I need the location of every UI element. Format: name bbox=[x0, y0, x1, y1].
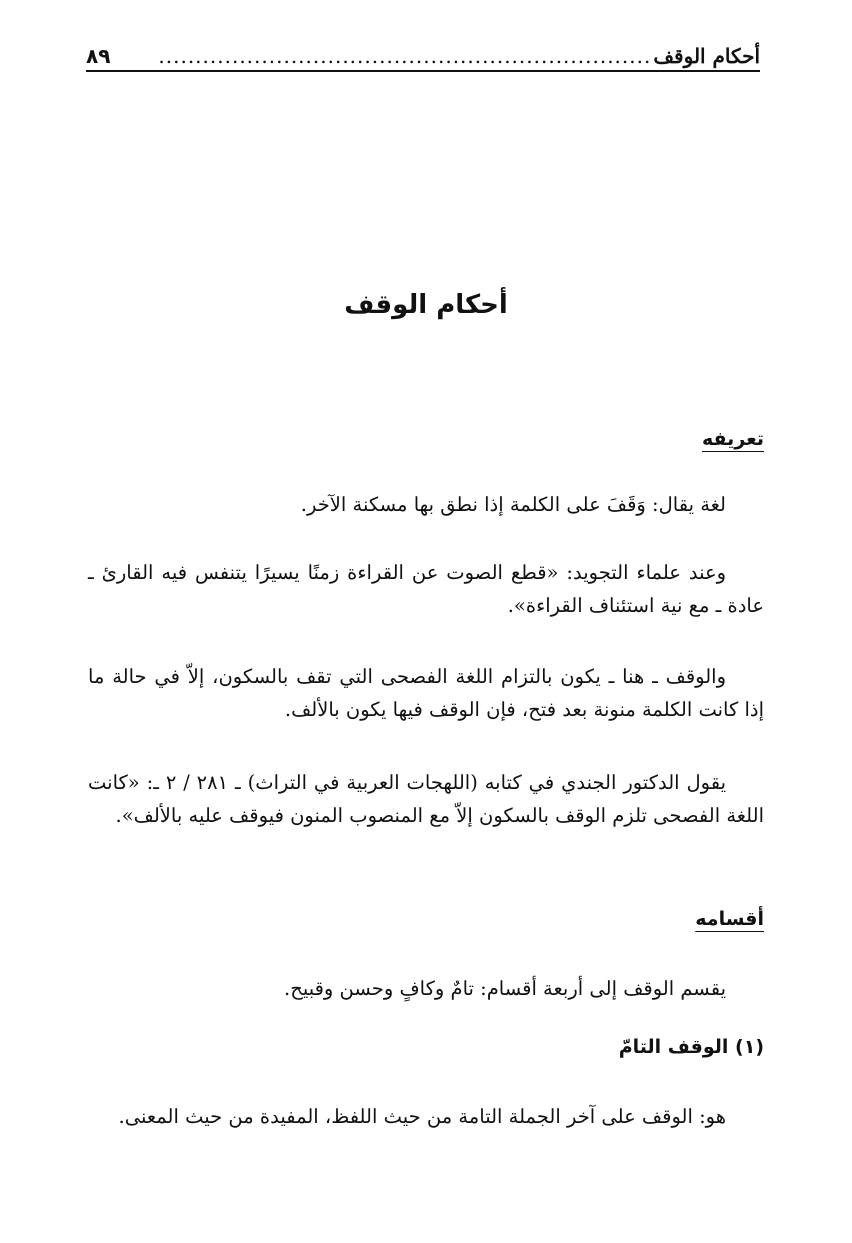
section-heading-definition: تعريفه bbox=[701, 428, 764, 450]
paragraph-complete-stop-definition: هو: الوقف على آخر الجملة التامة من حيث اللفظ، المفيدة من حيث المعنى. bbox=[118, 1105, 726, 1128]
running-header bbox=[86, 38, 760, 72]
item-heading-complete-stop: (١) الوقف التامّ bbox=[618, 1036, 764, 1058]
header-title: أحكام الوقف bbox=[653, 44, 760, 68]
paragraph-tajweed-definition: وعند علماء التجويد: «قطع الصوت عن القراءة زمنًا يسيرًا يتنفس فيه القارئ ـ عادة ـ مع نية استئناف القراءة». bbox=[88, 561, 764, 617]
paragraph-four-divisions: يقسم الوقف إلى أربعة أقسام: تامٌ وكافٍ وحسن وقبيح. bbox=[284, 977, 726, 1000]
paragraph-jundi-quote: يقول الدكتور الجندي في كتابه (اللهجات العربية في التراث) ـ ٢٨١ / ٢ ـ: «كانت اللغة الفصحى تلزم الوقف بالسكون إلاّ مع المنصوب المنون فيوقف عليه بالألف». bbox=[88, 771, 764, 827]
page-number: ٨٩ bbox=[86, 44, 111, 68]
section-heading-divisions: أقسامه bbox=[695, 908, 764, 930]
chapter-title: أحكام الوقف bbox=[344, 290, 508, 320]
paragraph-linguistic-definition: لغة يقال: وَقَفَ على الكلمة إذا نطق بها مسكنة الآخر. bbox=[300, 493, 726, 516]
header-leader-dots: ................................................................... bbox=[158, 44, 652, 68]
paragraph-waqf-rule: والوقف ـ هنا ـ يكون بالتزام اللغة الفصحى التي تقف بالسكون، إلاّ في حالة ما إذا كانت الكلمة منونة بعد فتح، فإن الوقف فيها يكون بالألف. bbox=[88, 665, 764, 721]
